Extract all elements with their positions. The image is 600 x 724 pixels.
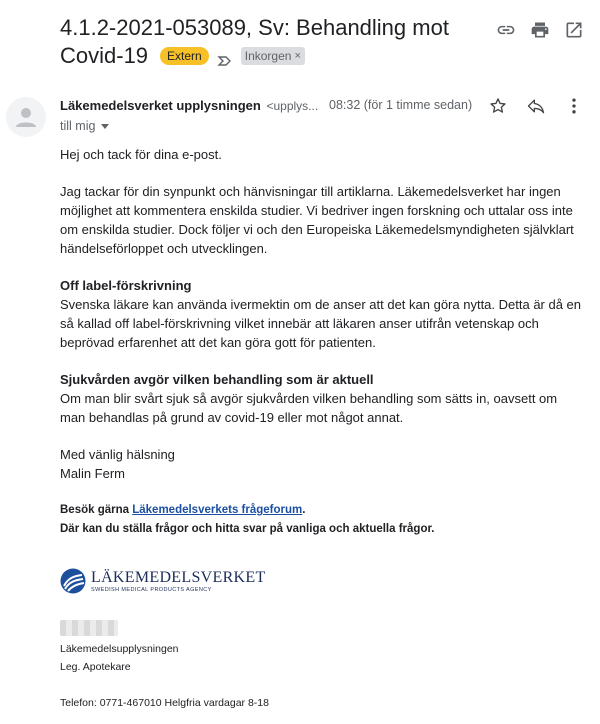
extern-badge: Extern: [160, 47, 209, 65]
signature-phone: Telefon: 0771-467010 Helgfria vardagar 8-18: [60, 697, 269, 709]
message-actions: [488, 96, 584, 116]
more-vert-icon[interactable]: [564, 96, 584, 116]
closing: [60, 445, 585, 483]
greeting: Hej och tack för dina e-post.: [60, 147, 222, 162]
thread-toolbar: [496, 20, 584, 40]
forum-line-2: Där kan du ställa frågor och hitta svar på vanliga och aktuella frågor.: [60, 523, 435, 535]
redacted-name: [60, 620, 118, 636]
sender-name[interactable]: Läkemedelsverket upplysningen: [60, 98, 261, 113]
star-icon[interactable]: [488, 96, 508, 116]
agency-logo: [60, 568, 266, 594]
body-paragraph-2: Svenska läkare kan använda ivermektin om de anser att det kan göra nytta. Detta är då en så kallad off label-förskrivning vilket innebär att läkaren anser utifrån vetenskap och beprövad erfarenhet att det kan göra gott för patienten.: [60, 297, 582, 350]
subject-line-1: 4.1.2-2021-053089, Sv: Behandling mot: [60, 15, 449, 40]
agency-logo-tagline: SWEDISH MEDICAL PRODUCTS AGENCY: [91, 586, 212, 593]
message-body: [60, 145, 585, 557]
link-icon[interactable]: [496, 20, 516, 40]
section-heading: Sjukvården avgör vilken behandling som är aktuell: [60, 372, 374, 387]
recipient-label: till mig: [60, 119, 96, 133]
sender-email[interactable]: <upplys...: [266, 99, 319, 113]
signer-name: Malin Ferm: [60, 466, 126, 481]
remove-label-icon[interactable]: ×: [294, 50, 301, 62]
subject-line-2: Covid-19: [60, 43, 149, 68]
expand-details-icon[interactable]: [101, 124, 109, 129]
email-subject: [60, 14, 460, 70]
sender-line: [60, 98, 318, 113]
closing-greeting: Med vänlig hälsning: [60, 447, 175, 462]
agency-emblem-icon: [60, 568, 86, 594]
signature-title: Leg. Apotekare: [60, 661, 131, 673]
body-paragraph-3: Om man blir svårt sjuk så avgör sjukvården vilken behandling som sätts in, oavsett om man behandlas på grund av covid-19 eller mot något annat.: [60, 391, 558, 425]
body-paragraph-1: Jag tackar för din synpunkt och hänvisningar till artiklarna. Läkemedelsverket har ingen möjlighet att kommentera enskilda studier. Vi bedriver ingen forskning och uttalar oss inte om enskilda studier. Dock följer vi och den Europeiska Läkemedelsmyndigheten självklart händelseförloppet och utvecklingen.: [60, 184, 574, 256]
open-new-window-icon[interactable]: [564, 20, 584, 40]
forum-prefix: Besök gärna: [60, 504, 133, 516]
person-icon: [6, 97, 46, 137]
forum-link[interactable]: Läkemedelsverkets frågeforum: [132, 504, 303, 516]
section-heading: Off label-förskrivning: [60, 278, 192, 293]
signature-department: Läkemedelsupplysningen: [60, 643, 179, 655]
agency-logo-name: LÄKEMEDELSVERKET: [91, 568, 266, 586]
message-timestamp: 08:32 (för 1 timme sedan): [329, 98, 473, 112]
important-marker-icon[interactable]: [217, 48, 233, 64]
forum-suffix: .: [302, 504, 306, 516]
section-treatment: [60, 370, 585, 427]
label-chip-text: Inkorgen: [244, 49, 292, 63]
recipient-details[interactable]: [60, 119, 109, 133]
section-off-label: [60, 276, 585, 352]
label-chip-inbox[interactable]: [241, 47, 305, 65]
sender-avatar[interactable]: [6, 97, 46, 137]
forum-notice: [60, 501, 585, 539]
print-icon[interactable]: [530, 20, 550, 40]
reply-icon[interactable]: [526, 96, 546, 116]
